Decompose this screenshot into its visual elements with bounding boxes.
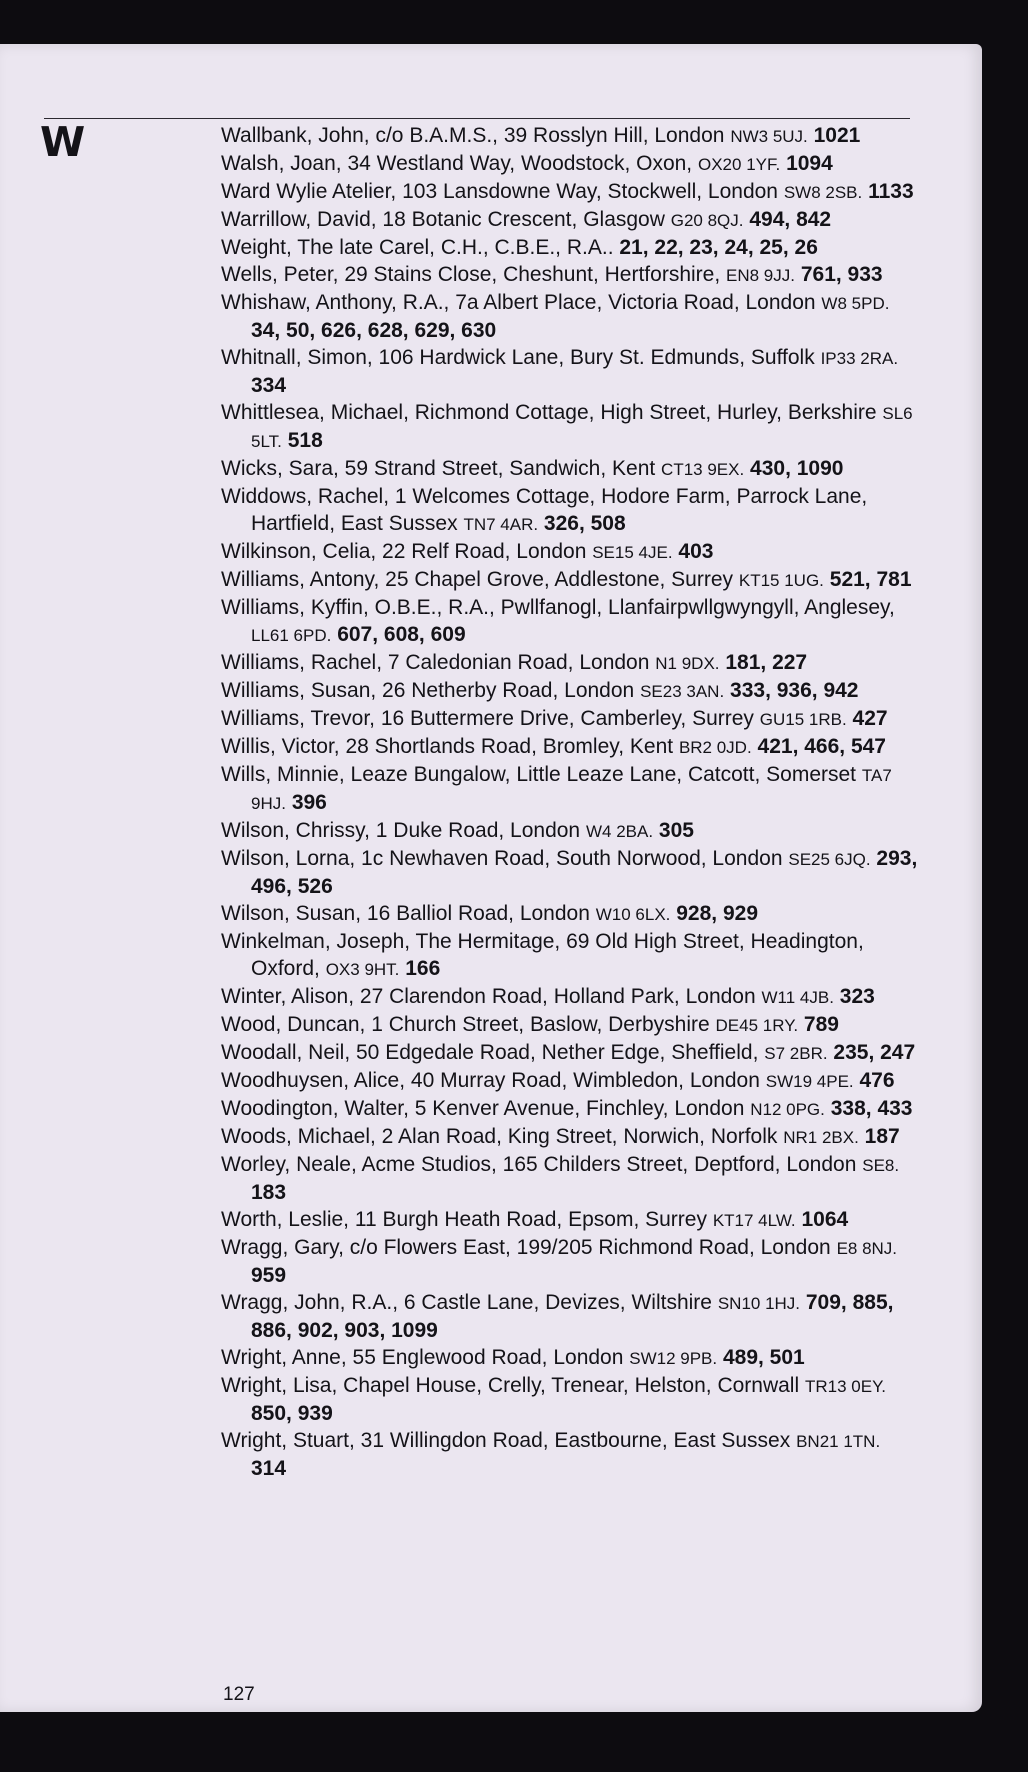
entry-page-refs: 338, 433	[830, 1097, 913, 1120]
index-entry	[221, 817, 921, 845]
entry-postcode: LL61 6PD.	[251, 626, 332, 645]
entry-page-refs: 1094	[786, 152, 833, 175]
entry-text: Woodhuysen, Alice, 40 Murray Road, Wimbledon, London	[221, 1069, 760, 1092]
entry-page-refs: 293, 496, 526	[251, 847, 918, 898]
entry-postcode: W4 2BA.	[585, 822, 654, 841]
entry-postcode: NW3 5UJ.	[730, 127, 808, 146]
entry-text: Whishaw, Anthony, R.A., 7a Albert Place, Victoria Road, London	[221, 291, 816, 314]
entry-postcode: EN8 9JJ.	[726, 266, 795, 285]
index-entry	[221, 206, 921, 234]
entry-page-refs: 21, 22, 23, 24, 25, 26	[619, 236, 818, 259]
entry-postcode: SE8.	[862, 1156, 900, 1175]
entry-page-refs: 183	[251, 1181, 287, 1204]
entry-page-refs: 761, 933	[800, 263, 883, 286]
entry-text: Williams, Antony, 25 Chapel Grove, Addlestone, Surrey	[221, 568, 734, 591]
index-entry	[221, 566, 921, 594]
index-entry	[221, 399, 921, 455]
index-entry	[221, 1206, 921, 1234]
entry-page-refs: 166	[405, 957, 441, 980]
entry-postcode: BR2 0JD.	[678, 738, 752, 757]
entry-postcode: NR1 2BX.	[783, 1128, 859, 1147]
index-entry	[221, 733, 921, 761]
entry-text: Wragg, Gary, c/o Flowers East, 199/205 Richmond Road, London	[221, 1236, 831, 1259]
entry-postcode: N12 0PG.	[750, 1100, 825, 1119]
entry-text: Williams, Kyffin, O.B.E., R.A., Pwllfanogl, Llanfairpwllgwyngyll, Anglesey,	[221, 596, 895, 619]
entry-postcode: OX3 9HT.	[325, 960, 400, 979]
entry-text: Wicks, Sara, 59 Strand Street, Sandwich, Kent	[221, 457, 656, 480]
entry-text: Wallbank, John, c/o B.A.M.S., 39 Rosslyn Hill, London	[221, 124, 725, 147]
index-entry	[221, 677, 921, 705]
index-entry	[221, 983, 921, 1011]
entry-page-refs: 305	[658, 819, 694, 842]
entry-postcode: G20 8QJ.	[670, 211, 744, 230]
entry-text: Wragg, John, R.A., 6 Castle Lane, Devizes, Wiltshire	[221, 1291, 712, 1314]
entry-text: Williams, Rachel, 7 Caledonian Road, London	[221, 651, 650, 674]
entry-page-refs: 430, 1090	[750, 457, 844, 480]
entry-postcode: E8 8NJ.	[836, 1239, 898, 1258]
entry-text: Warrillow, David, 18 Botanic Crescent, Glasgow	[221, 208, 665, 231]
entry-page-refs: 1021	[813, 124, 861, 147]
index-entry	[221, 845, 921, 900]
entry-page-refs: 314	[251, 1457, 287, 1480]
header-rule	[44, 118, 910, 119]
entry-text: Williams, Trevor, 16 Buttermere Drive, Camberley, Surrey	[221, 707, 754, 730]
entry-postcode: TA7 9HJ.	[251, 766, 892, 813]
index-entry	[221, 289, 921, 344]
entry-page-refs: 333, 936, 942	[730, 679, 859, 702]
entry-postcode: GU15 1RB.	[759, 710, 847, 729]
entry-text: Ward Wylie Atelier, 103 Lansdowne Way, Stockwell, London	[221, 180, 778, 203]
index-entry	[221, 150, 921, 178]
index-entry	[221, 344, 921, 399]
entry-page-refs: 850, 939	[251, 1402, 333, 1425]
section-letter: W	[40, 118, 86, 166]
entry-postcode: SW19 4PE.	[765, 1072, 854, 1091]
entry-text: Willis, Victor, 28 Shortlands Road, Bromley, Kent	[221, 735, 674, 758]
entry-page-refs: 489, 501	[722, 1346, 805, 1369]
entry-text: Walsh, Joan, 34 Westland Way, Woodstock, Oxon,	[221, 152, 693, 175]
entry-text: Wilkinson, Celia, 22 Relf Road, London	[221, 540, 587, 563]
entry-text: Winter, Alison, 27 Clarendon Road, Holland Park, London	[221, 985, 756, 1008]
entry-postcode: OX20 1YF.	[698, 155, 781, 174]
entry-postcode: DE45 1RY.	[715, 1016, 799, 1035]
entry-page-refs: 1133	[868, 180, 914, 203]
entry-postcode: KT17 4LW.	[712, 1211, 796, 1230]
entry-page-refs: 421, 466, 547	[757, 735, 886, 758]
entry-postcode: SE23 3AN.	[640, 682, 725, 701]
index-entry	[221, 1095, 921, 1123]
index-entry	[221, 178, 921, 206]
index-entry	[221, 538, 921, 566]
entry-postcode: SE15 4JE.	[592, 543, 673, 562]
entry-text: Worley, Neale, Acme Studios, 165 Childers Street, Deptford, London	[221, 1153, 857, 1176]
entry-page-refs: 476	[859, 1069, 895, 1092]
entry-postcode: SE25 6JQ.	[788, 850, 871, 869]
index-entry	[221, 761, 921, 817]
index-entry	[221, 1151, 921, 1206]
entry-postcode: SN10 1HJ.	[717, 1294, 801, 1313]
entry-page-refs: 1064	[801, 1208, 849, 1231]
entry-page-refs: 607, 608, 609	[337, 623, 466, 646]
entry-text: Wright, Stuart, 31 Willingdon Road, Eastbourne, East Sussex	[221, 1429, 791, 1452]
entry-text: Whitnall, Simon, 106 Hardwick Lane, Bury St. Edmunds, Suffolk	[221, 346, 815, 369]
index-entry	[221, 1039, 921, 1067]
book-page	[0, 44, 982, 1712]
entry-text: Worth, Leslie, 11 Burgh Heath Road, Epsom, Surrey	[221, 1208, 707, 1231]
entry-page-refs: 789	[803, 1013, 839, 1036]
page-number: 127	[223, 1684, 255, 1705]
entry-text: Woods, Michael, 2 Alan Road, King Street, Norwich, Norfolk	[221, 1125, 778, 1148]
entry-postcode: N1 9DX.	[655, 654, 720, 673]
entry-postcode: KT15 1UG.	[738, 571, 824, 590]
index-entry	[221, 928, 921, 983]
entry-page-refs: 187	[864, 1125, 900, 1148]
entry-page-refs: 427	[852, 707, 888, 730]
entry-postcode: W8 5PD.	[821, 294, 890, 313]
index-entry	[221, 122, 921, 150]
entry-postcode: W11 4JB.	[761, 988, 834, 1007]
entry-page-refs: 928, 929	[676, 902, 758, 925]
entry-postcode: SW12 9PB.	[629, 1349, 718, 1368]
entry-text: Woodington, Walter, 5 Kenver Avenue, Finchley, London	[221, 1097, 745, 1120]
entry-page-refs: 403	[678, 540, 714, 563]
entry-text: Weight, The late Carel, C.H., C.B.E., R.A..	[221, 236, 614, 259]
entry-postcode: S7 2BR.	[764, 1044, 828, 1063]
entry-page-refs: 494, 842	[749, 208, 832, 231]
entry-page-refs: 521, 781	[829, 568, 912, 591]
entry-text: Winkelman, Joseph, The Hermitage, 69 Old High Street, Headington, Oxford,	[221, 930, 864, 980]
index-entry	[221, 594, 921, 649]
index-entry	[221, 900, 921, 928]
index-entry	[221, 1344, 921, 1372]
entry-page-refs: 34, 50, 626, 628, 629, 630	[251, 319, 497, 342]
entry-postcode: TN7 4AR.	[463, 515, 539, 534]
index-entry	[221, 1372, 921, 1427]
entry-text: Williams, Susan, 26 Netherby Road, London	[221, 679, 635, 702]
entry-text: Whittlesea, Michael, Richmond Cottage, High Street, Hurley, Berkshire	[221, 401, 877, 424]
index-entries	[221, 122, 921, 1482]
entry-postcode: SL6 5LT.	[251, 404, 913, 451]
index-entry	[221, 1123, 921, 1151]
entry-text: Wilson, Lorna, 1c Newhaven Road, South Norwood, London	[221, 847, 783, 870]
entry-postcode: CT13 9EX.	[661, 460, 745, 479]
entry-postcode: TR13 0EY.	[804, 1377, 886, 1396]
entry-postcode: SW8 2SB.	[783, 183, 863, 202]
index-entry	[221, 1289, 921, 1344]
index-entry	[221, 1011, 921, 1039]
entry-page-refs: 181, 227	[725, 651, 808, 674]
entry-postcode: BN21 1TN.	[796, 1432, 881, 1451]
entry-text: Wills, Minnie, Leaze Bungalow, Little Leaze Lane, Catcott, Somerset	[221, 763, 857, 786]
index-entry	[221, 261, 921, 289]
index-entry	[221, 1427, 921, 1482]
entry-page-refs: 334	[251, 374, 287, 397]
index-entry	[221, 705, 921, 733]
entry-text: Wright, Anne, 55 Englewood Road, London	[221, 1346, 624, 1369]
entry-page-refs: 323	[839, 985, 875, 1008]
entry-page-refs: 326, 508	[543, 512, 626, 535]
entry-text: Wilson, Susan, 16 Balliol Road, London	[221, 902, 590, 925]
index-entry	[221, 1067, 921, 1095]
entry-page-refs: 235, 247	[833, 1041, 916, 1064]
entry-page-refs: 959	[251, 1264, 287, 1287]
entry-text: Widdows, Rachel, 1 Welcomes Cottage, Hodore Farm, Parrock Lane, Hartfield, East Sussex	[221, 485, 868, 535]
entry-text: Wells, Peter, 29 Stains Close, Cheshunt, Hertforshire,	[221, 263, 721, 286]
entry-page-refs: 396	[291, 791, 327, 814]
index-entry	[221, 234, 921, 261]
index-entry	[221, 1234, 921, 1289]
entry-text: Woodall, Neil, 50 Edgedale Road, Nether Edge, Sheffield,	[221, 1041, 759, 1064]
entry-text: Wood, Duncan, 1 Church Street, Baslow, Derbyshire	[221, 1013, 710, 1036]
entry-page-refs: 518	[287, 429, 323, 452]
entry-postcode: IP33 2RA.	[820, 349, 899, 368]
entry-postcode: W10 6LX.	[595, 905, 671, 924]
index-entry	[221, 483, 921, 538]
entry-text: Wright, Lisa, Chapel House, Crelly, Trenear, Helston, Cornwall	[221, 1374, 800, 1397]
index-entry	[221, 649, 921, 677]
entry-page-refs: 709, 885, 886, 902, 903, 1099	[251, 1291, 894, 1342]
entry-text: Wilson, Chrissy, 1 Duke Road, London	[221, 819, 581, 842]
index-entry	[221, 455, 921, 483]
